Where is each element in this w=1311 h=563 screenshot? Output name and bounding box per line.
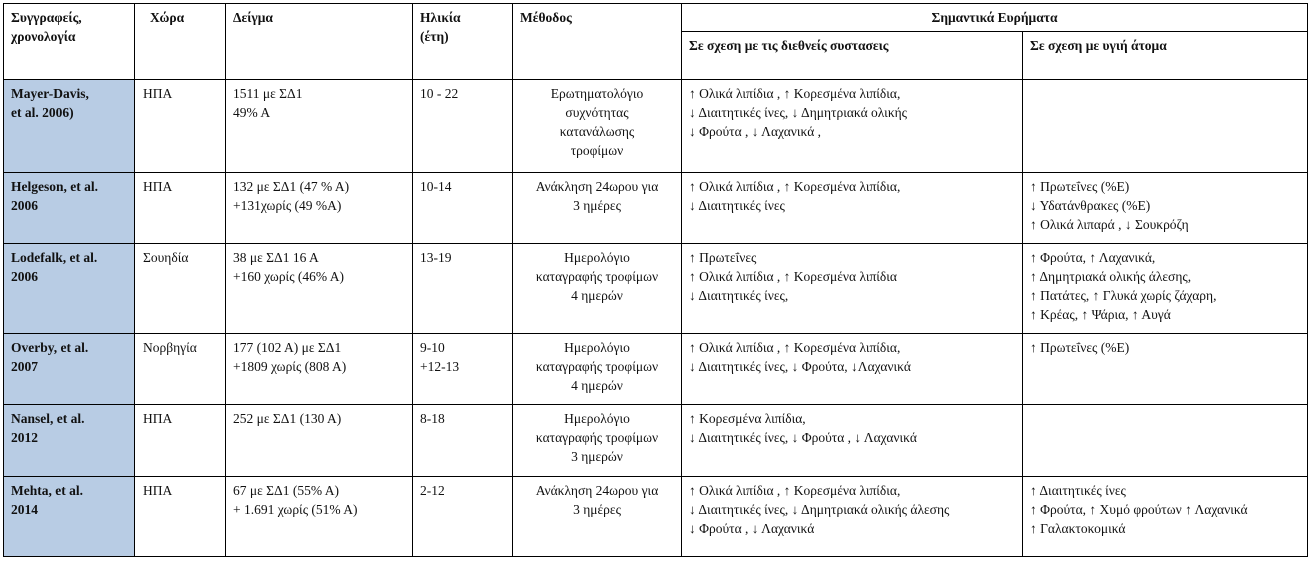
intl-findings-cell bbox=[682, 404, 1023, 476]
intl-findings-cell-line: ↓ Διαιτητικές ίνες, ↓ Δημητριακά ολικής άλεσης bbox=[689, 502, 950, 518]
sample-cell-line: +131χωρίς (49 %Α) bbox=[233, 198, 342, 214]
healthy-findings-cell-line: ↑ Ολικά λιπαρά , ↓ Σουκρόζη bbox=[1030, 217, 1189, 233]
author-cell bbox=[4, 173, 135, 243]
intl-findings-cell bbox=[682, 243, 1023, 333]
header-sample bbox=[226, 4, 413, 80]
healthy-findings-cell-line: ↑ Κρέας, ↑ Ψάρια, ↑ Αυγά bbox=[1030, 306, 1171, 322]
healthy-findings-cell-line: ↑ Πρωτεΐνες (%Ε) bbox=[1030, 179, 1130, 195]
header-age-line-1: Ηλικία bbox=[420, 10, 461, 25]
intl-findings-cell-line: ↑ Ολικά λιπίδια , ↑ Κορεσμένα λιπίδια bbox=[689, 268, 897, 284]
intl-findings-cell-line: ↓ Διαιτητικές ίνες, ↓ Φρούτα, ↓Λαχανικά bbox=[689, 358, 911, 374]
intl-findings-cell bbox=[682, 173, 1023, 243]
intl-findings-cell-line: ↓ Διαιτητικές ίνες, ↓ Φρούτα , ↓ Λαχανικά bbox=[689, 429, 917, 445]
header-author bbox=[4, 4, 135, 80]
method-cell-line: τροφίμων bbox=[570, 143, 624, 158]
country-cell-text: ΗΠΑ bbox=[143, 483, 173, 499]
intl-findings-cell bbox=[682, 80, 1023, 173]
intl-findings-cell-line: ↓ Διαιτητικές ίνες, bbox=[689, 287, 789, 303]
sample-cell-line: 67 με ΣΔ1 (55% Α) bbox=[233, 483, 339, 499]
method-cell-line: συχνότητας bbox=[565, 105, 629, 120]
sample-cell-line: 38 με ΣΔ1 16 Α bbox=[233, 249, 319, 265]
sample-cell-line: + 1.691 χωρίς (51% Α) bbox=[233, 502, 358, 518]
country-cell bbox=[135, 404, 226, 476]
age-cell-line: +12-13 bbox=[420, 358, 460, 374]
healthy-findings-cell bbox=[1023, 404, 1308, 476]
findings-table bbox=[3, 3, 1308, 557]
country-cell bbox=[135, 243, 226, 333]
method-cell-line: 4 ημερών bbox=[571, 377, 623, 393]
header-findings-intl-label: Σε σχεση με τις διεθνείς συστασεις bbox=[689, 38, 889, 53]
author-cell bbox=[4, 80, 135, 173]
sample-cell-line: +160 χωρίς (46% Α) bbox=[233, 268, 345, 284]
method-cell-line: 3 ημερών bbox=[571, 448, 623, 464]
intl-findings-cell bbox=[682, 477, 1023, 557]
healthy-findings-cell bbox=[1023, 477, 1308, 557]
author-cell-line: Mayer-Davis, bbox=[11, 86, 89, 101]
intl-findings-cell-line: ↓ Φρούτα , ↓ Λαχανικά , bbox=[689, 124, 822, 139]
findings-table-container bbox=[3, 3, 1307, 557]
author-cell bbox=[4, 333, 135, 404]
country-cell bbox=[135, 80, 226, 173]
method-cell-line: κατανάλωσης bbox=[559, 124, 635, 139]
method-cell bbox=[513, 477, 682, 557]
header-findings-healthy bbox=[1023, 32, 1308, 80]
table-row bbox=[4, 333, 1308, 404]
author-cell-line: 2006 bbox=[11, 198, 38, 214]
age-cell bbox=[413, 243, 513, 333]
sample-cell-line: 252 με ΣΔ1 (130 Α) bbox=[233, 410, 342, 426]
method-cell-line: 3 ημέρες bbox=[573, 502, 621, 518]
header-author-line-1: Συγγραφείς, bbox=[11, 10, 82, 25]
age-cell bbox=[413, 477, 513, 557]
method-cell bbox=[513, 404, 682, 476]
author-cell-line: et al. 2006) bbox=[11, 105, 74, 120]
healthy-findings-cell-line: ↑ Πατάτες, ↑ Γλυκά χωρίς ζάχαρη, bbox=[1030, 287, 1217, 303]
method-cell bbox=[513, 173, 682, 243]
age-cell-line: 13-19 bbox=[420, 249, 452, 265]
method-cell-line: 4 ημερών bbox=[571, 287, 623, 303]
intl-findings-cell-line: ↑ Ολικά λιπίδια , ↑ Κορεσμένα λιπίδια, bbox=[689, 339, 901, 355]
author-cell-line: 2014 bbox=[11, 502, 38, 518]
header-method bbox=[513, 4, 682, 80]
sample-cell bbox=[226, 243, 413, 333]
healthy-findings-cell bbox=[1023, 333, 1308, 404]
header-findings-label: Σημαντικά Ευρήματα bbox=[931, 10, 1058, 25]
header-age bbox=[413, 4, 513, 80]
age-cell bbox=[413, 173, 513, 243]
age-cell-line: 10 - 22 bbox=[420, 86, 459, 101]
country-cell-text: Σουηδία bbox=[143, 249, 189, 265]
author-cell bbox=[4, 477, 135, 557]
author-cell-line: Helgeson, et al. bbox=[11, 179, 98, 195]
sample-cell-line: 49% Α bbox=[233, 105, 271, 120]
table-row bbox=[4, 404, 1308, 476]
method-cell-line: Ημερολόγιο bbox=[564, 339, 630, 355]
healthy-findings-cell-line: ↑ Πρωτεΐνες (%Ε) bbox=[1030, 339, 1130, 355]
age-cell-line: 10-14 bbox=[420, 179, 452, 195]
healthy-findings-cell-line: ↑ Φρούτα, ↑ Λαχανικά, bbox=[1030, 249, 1156, 265]
header-sample-label: Δείγμα bbox=[233, 10, 273, 25]
sample-cell-line: 1511 με ΣΔ1 bbox=[233, 86, 303, 101]
header-findings bbox=[682, 4, 1308, 32]
table-row bbox=[4, 80, 1308, 173]
author-cell-line: Overby, et al. bbox=[11, 339, 89, 355]
country-cell-text: ΗΠΑ bbox=[143, 179, 173, 195]
table-row bbox=[4, 243, 1308, 333]
country-cell bbox=[135, 333, 226, 404]
header-country bbox=[135, 4, 226, 80]
method-cell-line: Ημερολόγιο bbox=[564, 410, 630, 426]
author-cell-line: Nansel, et al. bbox=[11, 410, 85, 426]
header-findings-intl bbox=[682, 32, 1023, 80]
intl-findings-cell-line: ↑ Ολικά λιπίδια , ↑ Κορεσμένα λιπίδια, bbox=[689, 86, 901, 101]
method-cell-line: Ανάκληση 24ωρου για bbox=[535, 483, 659, 499]
header-method-label: Μέθοδος bbox=[520, 10, 572, 25]
intl-findings-cell-line: ↑ Κορεσμένα λιπίδια, bbox=[689, 410, 806, 426]
intl-findings-cell bbox=[682, 333, 1023, 404]
sample-cell bbox=[226, 477, 413, 557]
author-cell-line: Lodefalk, et al. bbox=[11, 249, 98, 265]
sample-cell-line: 132 με ΣΔ1 (47 % Α) bbox=[233, 179, 350, 195]
age-cell-line: 2-12 bbox=[420, 483, 445, 499]
author-cell-line: 2006 bbox=[11, 268, 38, 284]
intl-findings-cell-line: ↓ Διαιτητικές ίνες bbox=[689, 198, 785, 214]
author-cell-line: Mehta, et al. bbox=[11, 483, 83, 499]
sample-cell-line: +1809 χωρίς (808 Α) bbox=[233, 358, 347, 374]
method-cell bbox=[513, 333, 682, 404]
intl-findings-cell-line: ↓ Διαιτητικές ίνες, ↓ Δημητριακά ολικής bbox=[689, 105, 908, 120]
age-cell-line: 9-10 bbox=[420, 339, 445, 355]
method-cell-line: 3 ημέρες bbox=[573, 198, 621, 214]
country-cell-text: ΗΠΑ bbox=[143, 86, 173, 101]
sample-cell bbox=[226, 80, 413, 173]
method-cell bbox=[513, 80, 682, 173]
healthy-findings-cell bbox=[1023, 243, 1308, 333]
healthy-findings-cell-line: ↑ Φρούτα, ↑ Χυμό φρούτων ↑ Λαχανικά bbox=[1030, 502, 1248, 518]
header-age-line-2: (έτη) bbox=[420, 29, 449, 44]
table-row bbox=[4, 477, 1308, 557]
sample-cell bbox=[226, 333, 413, 404]
intl-findings-cell-line: ↑ Ολικά λιπίδια , ↑ Κορεσμένα λιπίδια, bbox=[689, 179, 901, 195]
author-cell-line: 2007 bbox=[11, 358, 38, 374]
author-cell bbox=[4, 243, 135, 333]
method-cell-line: καταγραφής τροφίμων bbox=[535, 358, 659, 374]
intl-findings-cell-line: ↑ Ολικά λιπίδια , ↑ Κορεσμένα λιπίδια, bbox=[689, 483, 901, 499]
sample-cell-line: 177 (102 Α) με ΣΔ1 bbox=[233, 339, 342, 355]
method-cell-line: Ημερολόγιο bbox=[564, 249, 630, 265]
healthy-findings-cell bbox=[1023, 173, 1308, 243]
healthy-findings-cell-line: ↑ Δημητριακά ολικής άλεσης, bbox=[1030, 268, 1192, 284]
age-cell-line: 8-18 bbox=[420, 410, 445, 426]
header-country-label: Χώρα bbox=[150, 10, 185, 25]
sample-cell bbox=[226, 404, 413, 476]
healthy-findings-cell bbox=[1023, 80, 1308, 173]
age-cell bbox=[413, 333, 513, 404]
header-findings-healthy-label: Σε σχεση με υγιή άτομα bbox=[1030, 38, 1167, 53]
country-cell bbox=[135, 477, 226, 557]
method-cell bbox=[513, 243, 682, 333]
author-cell bbox=[4, 404, 135, 476]
table-row bbox=[4, 173, 1308, 243]
sample-cell bbox=[226, 173, 413, 243]
healthy-findings-cell-line: ↑ Διαιτητικές ίνες bbox=[1030, 483, 1126, 499]
age-cell bbox=[413, 404, 513, 476]
healthy-findings-cell-line: ↓ Υδατάνθρακες (%Ε) bbox=[1030, 198, 1151, 214]
method-cell-line: καταγραφής τροφίμων bbox=[535, 268, 659, 284]
country-cell-text: ΗΠΑ bbox=[143, 410, 173, 426]
method-cell-line: Ερωτηματολόγιο bbox=[550, 86, 644, 101]
method-cell-line: Ανάκληση 24ωρου για bbox=[535, 179, 659, 195]
country-cell-text: Νορβηγία bbox=[143, 339, 197, 355]
author-cell-line: 2012 bbox=[11, 429, 38, 445]
header-author-line-2: χρονολογία bbox=[11, 29, 76, 44]
healthy-findings-cell-line: ↑ Γαλακτοκομικά bbox=[1030, 521, 1126, 537]
age-cell bbox=[413, 80, 513, 173]
method-cell-line: καταγραφής τροφίμων bbox=[535, 429, 659, 445]
intl-findings-cell-line: ↑ Πρωτεΐνες bbox=[689, 249, 757, 265]
intl-findings-cell-line: ↓ Φρούτα , ↓ Λαχανικά bbox=[689, 521, 815, 537]
country-cell bbox=[135, 173, 226, 243]
